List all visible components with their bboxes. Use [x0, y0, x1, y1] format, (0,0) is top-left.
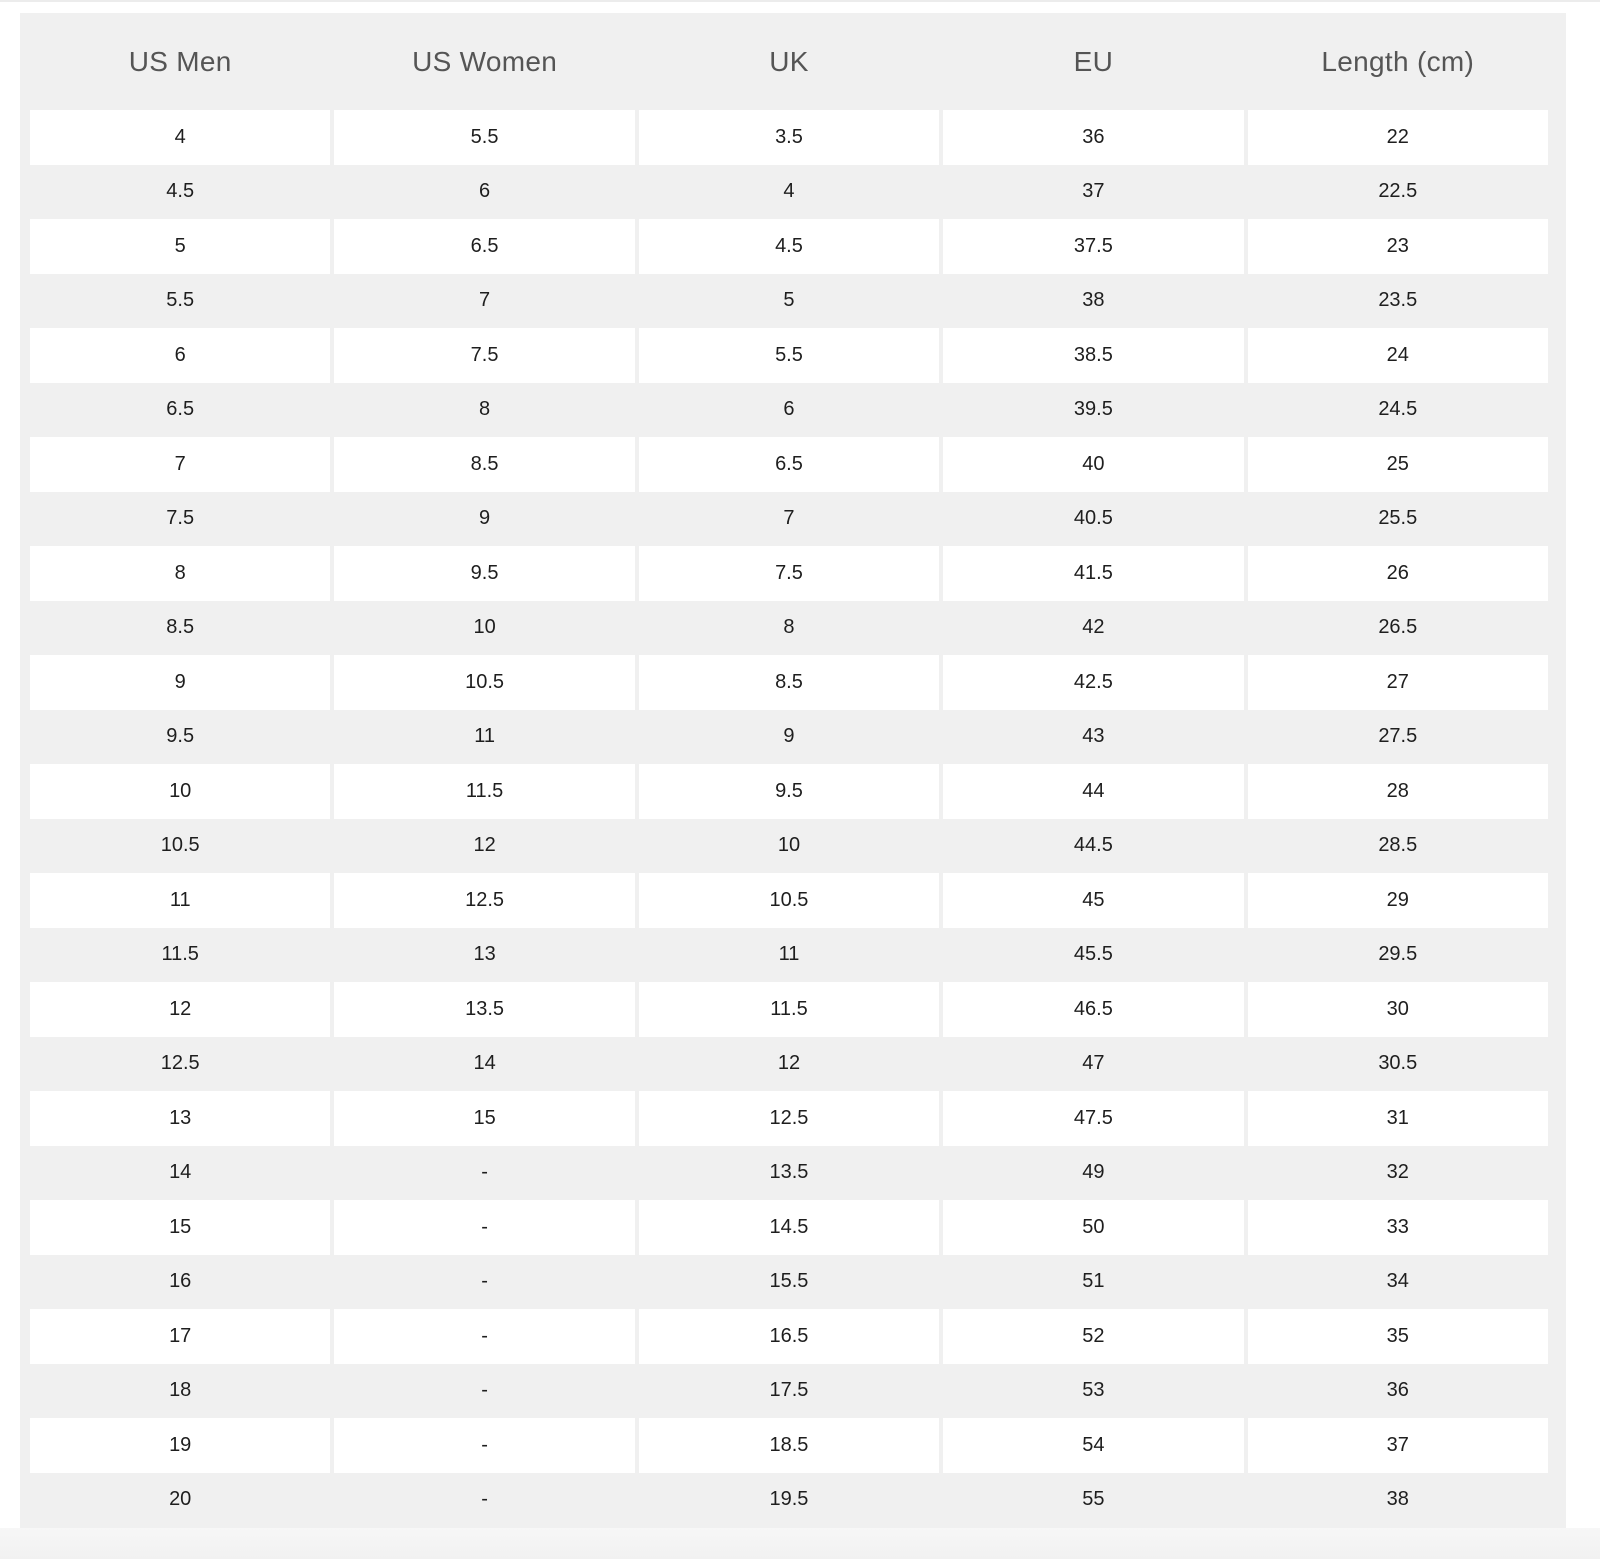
table-row	[30, 328, 1548, 383]
cell-us-women: 13	[334, 928, 634, 983]
table-row	[30, 655, 1548, 710]
cell-length-cm: 23.5	[1248, 274, 1548, 329]
cell-us-women: 8	[334, 383, 634, 438]
cell-eu: 49	[943, 1146, 1243, 1201]
cell-length-cm: 24.5	[1248, 383, 1548, 438]
header-us-men: US Men	[30, 13, 330, 110]
table-row	[30, 274, 1548, 329]
cell-eu: 46.5	[943, 982, 1243, 1037]
cell-length-cm: 24	[1248, 328, 1548, 383]
cell-eu: 47.5	[943, 1091, 1243, 1146]
cell-length-cm: 37	[1248, 1418, 1548, 1473]
table-row	[30, 1309, 1548, 1364]
cell-us-men: 6.5	[30, 383, 330, 438]
cell-length-cm: 22	[1248, 110, 1548, 165]
header-uk: UK	[639, 13, 939, 110]
cell-uk: 10.5	[639, 873, 939, 928]
cell-eu: 36	[943, 110, 1243, 165]
table-row	[30, 1091, 1548, 1146]
cell-us-men: 19	[30, 1418, 330, 1473]
table-row	[30, 219, 1548, 274]
cell-eu: 54	[943, 1418, 1243, 1473]
cell-eu: 41.5	[943, 546, 1243, 601]
cell-us-men: 5	[30, 219, 330, 274]
cell-eu: 45.5	[943, 928, 1243, 983]
table-row	[30, 383, 1548, 438]
cell-us-men: 14	[30, 1146, 330, 1201]
cell-us-men: 18	[30, 1364, 330, 1419]
cell-uk: 7	[639, 492, 939, 547]
cell-uk: 9.5	[639, 764, 939, 819]
table-row	[30, 1037, 1548, 1092]
table-row	[30, 982, 1548, 1037]
cell-us-men: 7	[30, 437, 330, 492]
cell-eu: 38.5	[943, 328, 1243, 383]
table-row	[30, 110, 1548, 165]
cell-uk: 16.5	[639, 1309, 939, 1364]
cell-us-women: -	[334, 1473, 634, 1528]
cell-uk: 18.5	[639, 1418, 939, 1473]
header-us-women: US Women	[334, 13, 634, 110]
size-chart	[20, 13, 1566, 1528]
cell-eu: 42.5	[943, 655, 1243, 710]
cell-length-cm: 34	[1248, 1255, 1548, 1310]
cell-length-cm: 29.5	[1248, 928, 1548, 983]
cell-us-women: 10	[334, 601, 634, 656]
cell-eu: 43	[943, 710, 1243, 765]
table-row	[30, 1418, 1548, 1473]
cell-length-cm: 26	[1248, 546, 1548, 601]
cell-us-women: 10.5	[334, 655, 634, 710]
table-row	[30, 546, 1548, 601]
table-body	[30, 110, 1548, 1527]
cell-uk: 15.5	[639, 1255, 939, 1310]
cell-length-cm: 22.5	[1248, 165, 1548, 220]
table-row	[30, 1473, 1548, 1528]
cell-length-cm: 23	[1248, 219, 1548, 274]
cell-us-men: 17	[30, 1309, 330, 1364]
cell-us-women: 6.5	[334, 219, 634, 274]
table-row	[30, 764, 1548, 819]
cell-us-men: 9.5	[30, 710, 330, 765]
cell-us-women: 14	[334, 1037, 634, 1092]
cell-uk: 17.5	[639, 1364, 939, 1419]
cell-length-cm: 33	[1248, 1200, 1548, 1255]
cell-uk: 11	[639, 928, 939, 983]
cell-us-men: 16	[30, 1255, 330, 1310]
cell-us-men: 11	[30, 873, 330, 928]
cell-us-women: -	[334, 1200, 634, 1255]
cell-us-women: 11.5	[334, 764, 634, 819]
cell-eu: 44.5	[943, 819, 1243, 874]
cell-us-women: 5.5	[334, 110, 634, 165]
table-row	[30, 1146, 1548, 1201]
cell-us-women: -	[334, 1418, 634, 1473]
cell-uk: 6	[639, 383, 939, 438]
cell-length-cm: 28	[1248, 764, 1548, 819]
cell-uk: 12	[639, 1037, 939, 1092]
cell-uk: 3.5	[639, 110, 939, 165]
cell-eu: 53	[943, 1364, 1243, 1419]
cell-length-cm: 35	[1248, 1309, 1548, 1364]
cell-us-men: 11.5	[30, 928, 330, 983]
cell-us-women: -	[334, 1146, 634, 1201]
cell-us-men: 9	[30, 655, 330, 710]
cell-us-men: 7.5	[30, 492, 330, 547]
cell-length-cm: 29	[1248, 873, 1548, 928]
cell-us-men: 20	[30, 1473, 330, 1528]
cell-eu: 47	[943, 1037, 1243, 1092]
cell-uk: 5	[639, 274, 939, 329]
cell-us-women: 15	[334, 1091, 634, 1146]
cell-us-men: 8	[30, 546, 330, 601]
cell-us-men: 12.5	[30, 1037, 330, 1092]
size-conversion-table	[26, 13, 1552, 1527]
cell-uk: 9	[639, 710, 939, 765]
cell-eu: 51	[943, 1255, 1243, 1310]
cell-uk: 14.5	[639, 1200, 939, 1255]
cell-length-cm: 27.5	[1248, 710, 1548, 765]
table-row	[30, 601, 1548, 656]
cell-us-women: 12	[334, 819, 634, 874]
cell-us-men: 6	[30, 328, 330, 383]
table-row	[30, 1255, 1548, 1310]
cell-uk: 11.5	[639, 982, 939, 1037]
cell-us-men: 10	[30, 764, 330, 819]
header-eu: EU	[943, 13, 1243, 110]
cell-us-women: 12.5	[334, 873, 634, 928]
table-row	[30, 819, 1548, 874]
cell-us-women: 11	[334, 710, 634, 765]
cell-us-men: 4	[30, 110, 330, 165]
table-row	[30, 710, 1548, 765]
table-row	[30, 873, 1548, 928]
cell-us-men: 13	[30, 1091, 330, 1146]
cell-length-cm: 26.5	[1248, 601, 1548, 656]
cell-eu: 38	[943, 274, 1243, 329]
cell-us-women: -	[334, 1364, 634, 1419]
cell-us-women: -	[334, 1255, 634, 1310]
cell-us-men: 10.5	[30, 819, 330, 874]
cell-eu: 39.5	[943, 383, 1243, 438]
cell-uk: 6.5	[639, 437, 939, 492]
cell-us-men: 4.5	[30, 165, 330, 220]
table-row	[30, 492, 1548, 547]
cell-us-men: 5.5	[30, 274, 330, 329]
cell-eu: 37	[943, 165, 1243, 220]
cell-us-women: 6	[334, 165, 634, 220]
cell-us-women: 7.5	[334, 328, 634, 383]
bottom-band	[0, 1528, 1600, 1559]
cell-length-cm: 32	[1248, 1146, 1548, 1201]
cell-eu: 55	[943, 1473, 1243, 1528]
cell-uk: 4.5	[639, 219, 939, 274]
cell-length-cm: 36	[1248, 1364, 1548, 1419]
header-row	[30, 13, 1548, 110]
cell-uk: 8	[639, 601, 939, 656]
cell-length-cm: 25	[1248, 437, 1548, 492]
cell-us-women: 13.5	[334, 982, 634, 1037]
cell-length-cm: 25.5	[1248, 492, 1548, 547]
cell-us-women: 9	[334, 492, 634, 547]
cell-eu: 42	[943, 601, 1243, 656]
cell-uk: 7.5	[639, 546, 939, 601]
cell-length-cm: 28.5	[1248, 819, 1548, 874]
table-row	[30, 1200, 1548, 1255]
table-row	[30, 1364, 1548, 1419]
table-row	[30, 437, 1548, 492]
cell-eu: 37.5	[943, 219, 1243, 274]
cell-eu: 44	[943, 764, 1243, 819]
cell-uk: 10	[639, 819, 939, 874]
cell-us-women: -	[334, 1309, 634, 1364]
cell-us-men: 15	[30, 1200, 330, 1255]
cell-eu: 52	[943, 1309, 1243, 1364]
cell-eu: 45	[943, 873, 1243, 928]
cell-length-cm: 38	[1248, 1473, 1548, 1528]
cell-uk: 19.5	[639, 1473, 939, 1528]
table-row	[30, 165, 1548, 220]
cell-length-cm: 31	[1248, 1091, 1548, 1146]
header-length-cm: Length (cm)	[1248, 13, 1548, 110]
table-row	[30, 928, 1548, 983]
cell-us-men: 8.5	[30, 601, 330, 656]
cell-uk: 13.5	[639, 1146, 939, 1201]
cell-us-women: 9.5	[334, 546, 634, 601]
cell-eu: 40.5	[943, 492, 1243, 547]
top-divider	[0, 0, 1600, 2]
cell-length-cm: 27	[1248, 655, 1548, 710]
cell-uk: 8.5	[639, 655, 939, 710]
cell-us-women: 8.5	[334, 437, 634, 492]
cell-length-cm: 30.5	[1248, 1037, 1548, 1092]
cell-eu: 50	[943, 1200, 1243, 1255]
cell-us-women: 7	[334, 274, 634, 329]
cell-uk: 5.5	[639, 328, 939, 383]
cell-length-cm: 30	[1248, 982, 1548, 1037]
cell-us-men: 12	[30, 982, 330, 1037]
cell-uk: 12.5	[639, 1091, 939, 1146]
cell-eu: 40	[943, 437, 1243, 492]
cell-uk: 4	[639, 165, 939, 220]
